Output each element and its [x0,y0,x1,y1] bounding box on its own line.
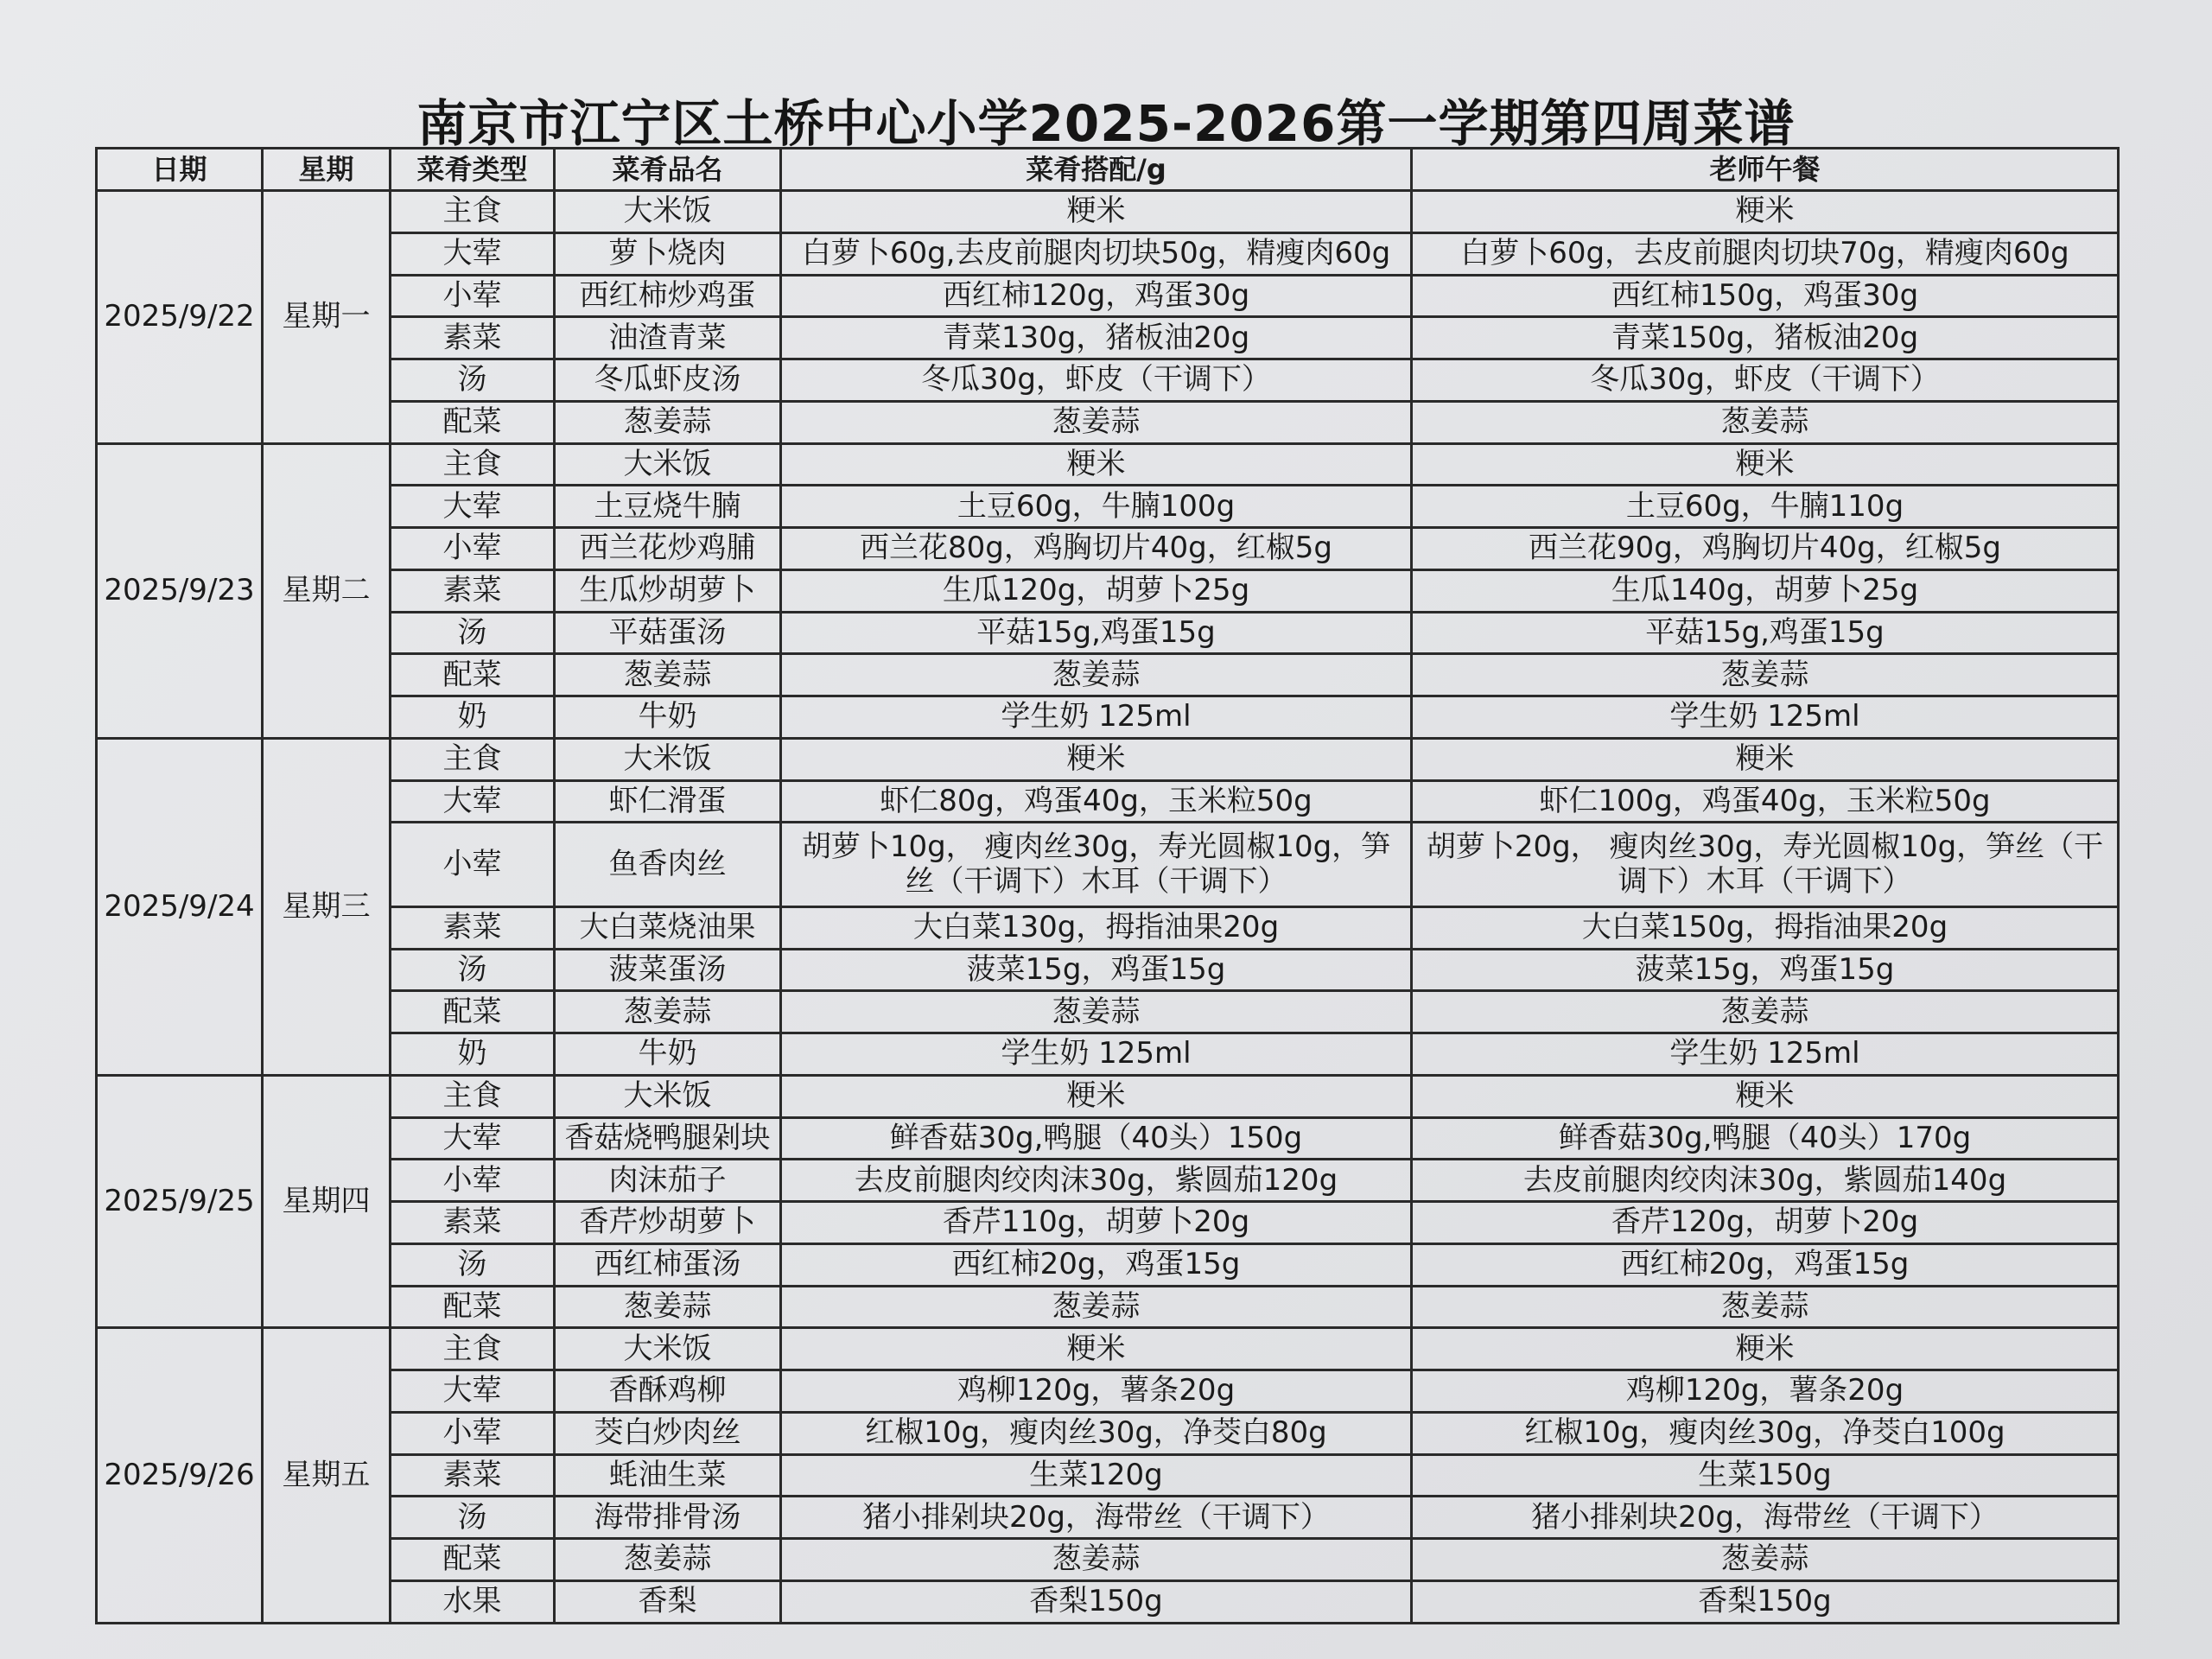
teacher-lunch-cell: 葱姜蒜 [1412,1539,2119,1581]
dish-name-cell: 茭白炒肉丝 [555,1412,781,1454]
table-row [97,654,2119,696]
dish-type-cell: 素菜 [391,317,555,359]
recipe-cell: 生瓜120g，胡萝卜25g [781,569,1412,612]
dish-name-cell: 虾仁滑蛋 [555,780,781,823]
teacher-lunch-cell: 去皮前腿肉绞肉沫30g，紫圆茄140g [1412,1160,2119,1202]
dish-name-cell: 西红柿蛋汤 [555,1243,781,1286]
dish-name-cell: 大米饭 [555,1075,781,1117]
dish-type-cell: 配菜 [391,1539,555,1581]
recipe-cell: 香梨150g [781,1580,1412,1623]
recipe-cell: 胡萝卜10g， 瘦肉丝30g，寿光圆椒10g，笋丝（干调下）木耳（干调下） [781,823,1412,907]
date-cell: 2025/9/24 [97,738,263,1075]
teacher-lunch-cell: 香梨150g [1412,1580,2119,1623]
table-row [97,1328,2119,1370]
table-row [97,1539,2119,1581]
recipe-cell: 虾仁80g，鸡蛋40g，玉米粒50g [781,780,1412,823]
dish-type-cell: 大荤 [391,1370,555,1413]
teacher-lunch-cell: 虾仁100g，鸡蛋40g，玉米粒50g [1412,780,2119,823]
table-row [97,1286,2119,1328]
weekday-cell: 星期三 [263,738,391,1075]
dish-type-cell: 大荤 [391,1117,555,1160]
dish-name-cell: 大米饭 [555,191,781,233]
recipe-cell: 粳米 [781,191,1412,233]
table-row [97,569,2119,612]
dish-name-cell: 葱姜蒜 [555,654,781,696]
teacher-lunch-cell: 胡萝卜20g， 瘦肉丝30g，寿光圆椒10g，笋丝（干调下）木耳（干调下） [1412,823,2119,907]
dish-type-cell: 汤 [391,1497,555,1539]
table-row [97,612,2119,654]
dish-type-cell: 素菜 [391,1202,555,1244]
date-cell: 2025/9/26 [97,1328,263,1624]
recipe-cell: 白萝卜60g,去皮前腿肉切块50g，精瘦肉60g [781,232,1412,275]
teacher-lunch-cell: 生菜150g [1412,1454,2119,1497]
dish-name-cell: 生瓜炒胡萝卜 [555,569,781,612]
table-row [97,1117,2119,1160]
dish-type-cell: 大荤 [391,232,555,275]
dish-name-cell: 菠菜蛋汤 [555,949,781,991]
recipe-cell: 葱姜蒜 [781,1286,1412,1328]
dish-name-cell: 大白菜烧油果 [555,906,781,949]
teacher-lunch-cell: 粳米 [1412,191,2119,233]
dish-type-cell: 小荤 [391,528,555,570]
recipe-cell: 香芹110g，胡萝卜20g [781,1202,1412,1244]
table-row [97,232,2119,275]
dish-name-cell: 牛奶 [555,696,781,739]
recipe-cell: 猪小排剁块20g，海带丝（干调下） [781,1497,1412,1539]
dish-type-cell: 配菜 [391,654,555,696]
header-teacher-lunch: 老师午餐 [1412,149,2119,191]
dish-type-cell: 汤 [391,949,555,991]
table-row [97,1497,2119,1539]
header-row [97,149,2119,191]
teacher-lunch-cell: 菠菜15g，鸡蛋15g [1412,949,2119,991]
table-row [97,275,2119,317]
teacher-lunch-cell: 青菜150g，猪板油20g [1412,317,2119,359]
recipe-cell: 葱姜蒜 [781,991,1412,1033]
dish-type-cell: 小荤 [391,275,555,317]
teacher-lunch-cell: 学生奶 125ml [1412,696,2119,739]
recipe-cell: 葱姜蒜 [781,401,1412,443]
teacher-lunch-cell: 鸡柳120g，薯条20g [1412,1370,2119,1413]
table-row [97,1160,2119,1202]
header-date: 日期 [97,149,263,191]
dish-name-cell: 海带排骨汤 [555,1497,781,1539]
table-row [97,1033,2119,1076]
teacher-lunch-cell: 西红柿20g，鸡蛋15g [1412,1243,2119,1286]
recipe-cell: 土豆60g，牛腩100g [781,486,1412,528]
teacher-lunch-cell: 平菇15g,鸡蛋15g [1412,612,2119,654]
dish-name-cell: 肉沫茄子 [555,1160,781,1202]
dish-type-cell: 小荤 [391,1160,555,1202]
dish-name-cell: 葱姜蒜 [555,991,781,1033]
dish-type-cell: 主食 [391,738,555,780]
table-row [97,528,2119,570]
recipe-cell: 鸡柳120g，薯条20g [781,1370,1412,1413]
header-recipe: 菜肴搭配/g [781,149,1412,191]
table-row [97,486,2119,528]
dish-type-cell: 配菜 [391,1286,555,1328]
recipe-cell: 粳米 [781,443,1412,486]
dish-name-cell: 牛奶 [555,1033,781,1076]
recipe-cell: 平菇15g,鸡蛋15g [781,612,1412,654]
dish-name-cell: 平菇蛋汤 [555,612,781,654]
dish-name-cell: 萝卜烧肉 [555,232,781,275]
dish-name-cell: 香酥鸡柳 [555,1370,781,1413]
header-dish-type: 菜肴类型 [391,149,555,191]
dish-name-cell: 大米饭 [555,738,781,780]
dish-type-cell: 配菜 [391,401,555,443]
table-row [97,359,2119,402]
dish-type-cell: 主食 [391,1075,555,1117]
recipe-cell: 菠菜15g，鸡蛋15g [781,949,1412,991]
dish-name-cell: 葱姜蒜 [555,1539,781,1581]
recipe-cell: 青菜130g，猪板油20g [781,317,1412,359]
teacher-lunch-cell: 大白菜150g，拇指油果20g [1412,906,2119,949]
dish-name-cell: 土豆烧牛腩 [555,486,781,528]
dish-name-cell: 蚝油生菜 [555,1454,781,1497]
recipe-cell: 去皮前腿肉绞肉沫30g，紫圆茄120g [781,1160,1412,1202]
date-cell: 2025/9/22 [97,191,263,444]
teacher-lunch-cell: 学生奶 125ml [1412,1033,2119,1076]
table-row [97,1370,2119,1413]
page-title: 南京市江宁区土桥中心小学2025-2026第一学期第四周菜谱 [416,94,1796,153]
weekday-cell: 星期五 [263,1328,391,1624]
weekday-cell: 星期二 [263,443,391,738]
dish-name-cell: 香梨 [555,1580,781,1623]
teacher-lunch-cell: 粳米 [1412,738,2119,780]
date-cell: 2025/9/25 [97,1075,263,1328]
table-row [97,696,2119,739]
table-row [97,949,2119,991]
dish-type-cell: 配菜 [391,991,555,1033]
dish-name-cell: 大米饭 [555,443,781,486]
teacher-lunch-cell: 红椒10g，瘦肉丝30g，净茭白100g [1412,1412,2119,1454]
table-row [97,906,2119,949]
teacher-lunch-cell: 粳米 [1412,443,2119,486]
table-row [97,191,2119,233]
dish-type-cell: 主食 [391,1328,555,1370]
recipe-cell: 生菜120g [781,1454,1412,1497]
dish-name-cell: 香芹炒胡萝卜 [555,1202,781,1244]
teacher-lunch-cell: 葱姜蒜 [1412,654,2119,696]
weekday-cell: 星期四 [263,1075,391,1328]
dish-type-cell: 小荤 [391,823,555,907]
menu-body [97,191,2119,1624]
recipe-cell: 西红柿120g，鸡蛋30g [781,275,1412,317]
table-row [97,317,2119,359]
date-cell: 2025/9/23 [97,443,263,738]
teacher-lunch-cell: 冬瓜30g，虾皮（干调下） [1412,359,2119,402]
dish-name-cell: 鱼香肉丝 [555,823,781,907]
dish-name-cell: 西兰花炒鸡脯 [555,528,781,570]
table-row [97,401,2119,443]
dish-type-cell: 奶 [391,1033,555,1076]
recipe-cell: 粳米 [781,1075,1412,1117]
teacher-lunch-cell: 粳米 [1412,1075,2119,1117]
dish-name-cell: 冬瓜虾皮汤 [555,359,781,402]
recipe-cell: 葱姜蒜 [781,654,1412,696]
recipe-cell: 学生奶 125ml [781,696,1412,739]
teacher-lunch-cell: 粳米 [1412,1328,2119,1370]
teacher-lunch-cell: 葱姜蒜 [1412,991,2119,1033]
recipe-cell: 鲜香菇30g,鸭腿（40头）150g [781,1117,1412,1160]
dish-type-cell: 主食 [391,443,555,486]
dish-type-cell: 汤 [391,1243,555,1286]
teacher-lunch-cell: 葱姜蒜 [1412,1286,2119,1328]
table-row [97,738,2119,780]
recipe-cell: 冬瓜30g，虾皮（干调下） [781,359,1412,402]
recipe-cell: 红椒10g，瘦肉丝30g，净茭白80g [781,1412,1412,1454]
table-row [97,1075,2119,1117]
recipe-cell: 学生奶 125ml [781,1033,1412,1076]
recipe-cell: 大白菜130g，拇指油果20g [781,906,1412,949]
teacher-lunch-cell: 鲜香菇30g,鸭腿（40头）170g [1412,1117,2119,1160]
header-dish-name: 菜肴品名 [555,149,781,191]
teacher-lunch-cell: 猪小排剁块20g，海带丝（干调下） [1412,1497,2119,1539]
dish-type-cell: 水果 [391,1580,555,1623]
dish-type-cell: 主食 [391,191,555,233]
table-row [97,1243,2119,1286]
table-row [97,1412,2119,1454]
dish-name-cell: 西红柿炒鸡蛋 [555,275,781,317]
table-row [97,1580,2119,1623]
teacher-lunch-cell: 葱姜蒜 [1412,401,2119,443]
dish-type-cell: 奶 [391,696,555,739]
dish-type-cell: 汤 [391,612,555,654]
dish-name-cell: 香菇烧鸭腿剁块 [555,1117,781,1160]
recipe-cell: 西红柿20g，鸡蛋15g [781,1243,1412,1286]
recipe-cell: 西兰花80g，鸡胸切片40g，红椒5g [781,528,1412,570]
teacher-lunch-cell: 西兰花90g，鸡胸切片40g，红椒5g [1412,528,2119,570]
teacher-lunch-cell: 白萝卜60g，去皮前腿肉切块70g，精瘦肉60g [1412,232,2119,275]
dish-name-cell: 葱姜蒜 [555,1286,781,1328]
recipe-cell: 粳米 [781,738,1412,780]
table-row [97,991,2119,1033]
weekday-cell: 星期一 [263,191,391,444]
dish-type-cell: 大荤 [391,486,555,528]
table-row [97,780,2119,823]
table-row [97,1202,2119,1244]
table-row [97,1454,2119,1497]
dish-name-cell: 葱姜蒜 [555,401,781,443]
dish-type-cell: 大荤 [391,780,555,823]
teacher-lunch-cell: 西红柿150g，鸡蛋30g [1412,275,2119,317]
table-row [97,823,2119,907]
teacher-lunch-cell: 香芹120g，胡萝卜20g [1412,1202,2119,1244]
dish-name-cell: 油渣青菜 [555,317,781,359]
dish-type-cell: 素菜 [391,1454,555,1497]
dish-type-cell: 素菜 [391,569,555,612]
dish-type-cell: 素菜 [391,906,555,949]
weekly-menu-table [95,147,2120,1624]
dish-type-cell: 汤 [391,359,555,402]
recipe-cell: 粳米 [781,1328,1412,1370]
teacher-lunch-cell: 生瓜140g，胡萝卜25g [1412,569,2119,612]
dish-type-cell: 小荤 [391,1412,555,1454]
dish-name-cell: 大米饭 [555,1328,781,1370]
recipe-cell: 葱姜蒜 [781,1539,1412,1581]
teacher-lunch-cell: 土豆60g，牛腩110g [1412,486,2119,528]
table-row [97,443,2119,486]
header-weekday: 星期 [263,149,391,191]
